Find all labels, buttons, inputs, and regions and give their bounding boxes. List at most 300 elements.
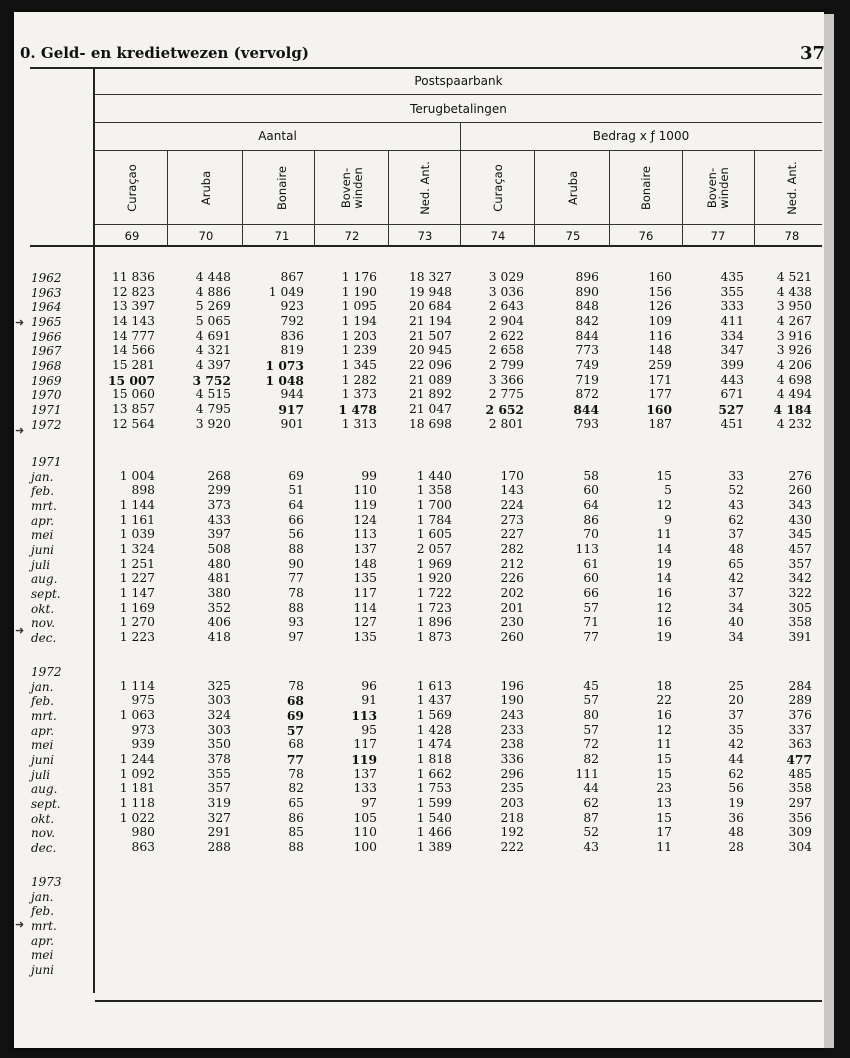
top-rule (30, 67, 822, 69)
table-cell: 2 801 (488, 416, 524, 431)
row-label: 1965 (31, 314, 62, 329)
table-cell: 1 048 (265, 372, 304, 388)
table-cell: 268 (207, 468, 231, 483)
table-cell: 137 (353, 766, 377, 781)
column-divider (534, 150, 535, 245)
table-cell: 1 920 (416, 571, 452, 586)
table-cell: 37 (728, 527, 744, 542)
table-cell: 86 (583, 512, 599, 527)
table-cell: 52 (583, 825, 599, 840)
table-cell: 863 (131, 839, 155, 854)
table-cell: 19 (656, 629, 672, 644)
table-cell: 96 (361, 678, 377, 693)
table-cell: 4 232 (776, 416, 812, 431)
table-cell: 357 (207, 781, 231, 796)
table-cell: 1 092 (119, 766, 155, 781)
row-label: apr. (31, 723, 55, 738)
table-cell: 4 691 (195, 328, 231, 343)
table-cell: 16 (656, 615, 672, 630)
table-cell: 70 (583, 527, 599, 542)
table-cell: 16 (656, 707, 672, 722)
table-cell: 19 948 (408, 284, 452, 299)
table-cell: 1 073 (265, 357, 304, 373)
table-cell: 14 777 (111, 328, 155, 343)
table-cell: 333 (720, 299, 744, 314)
table-cell: 192 (500, 825, 524, 840)
table-cell: 378 (207, 751, 231, 766)
table-cell: 259 (648, 357, 672, 372)
table-cell: 12 564 (111, 416, 155, 431)
table-cell: 230 (500, 615, 524, 630)
table-cell: 78 (288, 585, 304, 600)
table-cell: 11 836 (111, 270, 155, 284)
table-cell: 82 (288, 781, 304, 796)
table-cell: 148 (648, 343, 672, 358)
table-cell: 82 (583, 751, 599, 766)
table-cell: 36 (728, 810, 744, 825)
table-cell: 508 (207, 541, 231, 556)
rule-under-bank (95, 94, 822, 95)
row-label: feb. (31, 904, 55, 919)
column-number: 75 (565, 229, 581, 243)
table-cell: 485 (788, 766, 812, 781)
row-label: 1969 (31, 373, 62, 388)
table-cell: 57 (583, 722, 599, 737)
table-cell: 90 (288, 556, 304, 571)
table-cell: 93 (288, 615, 304, 630)
table-cell: 327 (207, 810, 231, 825)
table-cell: 848 (575, 299, 599, 314)
table-cell: 1 437 (416, 693, 452, 708)
table-cell: 212 (500, 556, 524, 571)
table-cell: 88 (288, 541, 304, 556)
table-cell: 397 (207, 527, 231, 542)
table-cell: 201 (500, 600, 524, 615)
row-label: nov. (31, 616, 56, 631)
table-cell: 376 (788, 707, 812, 722)
table-cell: 1 176 (341, 270, 377, 284)
table-cell: 20 945 (408, 343, 452, 358)
row-label: okt. (31, 601, 55, 616)
row-label: mei (31, 738, 54, 753)
row-label: juni (31, 962, 55, 977)
table-cell: 224 (500, 497, 524, 512)
table-cell: 4 206 (776, 357, 812, 372)
row-label: apr. (31, 513, 55, 528)
table-cell: 110 (353, 825, 377, 840)
table-cell: 113 (351, 707, 377, 723)
table-cell: 4 267 (776, 313, 812, 328)
table-cell: 1 194 (341, 313, 377, 328)
table-cell: 137 (353, 541, 377, 556)
row-label: mrt. (31, 498, 57, 513)
table-cell: 203 (500, 795, 524, 810)
table-cell: 844 (575, 328, 599, 343)
table-cell: 337 (788, 722, 812, 737)
row-label: juli (31, 557, 51, 572)
table-cell: 127 (353, 615, 377, 630)
table-cell: 135 (353, 571, 377, 586)
table-cell: 119 (351, 751, 377, 767)
table-cell: 844 (573, 401, 599, 417)
table-cell: 792 (280, 313, 304, 328)
table-cell: 1 569 (416, 707, 452, 722)
table-cell: 4 494 (776, 387, 812, 402)
table-cell: 105 (353, 810, 377, 825)
table-cell: 15 (656, 766, 672, 781)
column-number: 73 (417, 229, 433, 243)
table-cell: 135 (353, 629, 377, 644)
table-cell: 4 521 (776, 270, 812, 284)
table-cell: 16 (656, 585, 672, 600)
table-cell: 57 (286, 722, 304, 738)
table-cell: 1 896 (416, 615, 452, 630)
table-cell: 1 613 (416, 678, 452, 693)
table-cell: 430 (788, 512, 812, 527)
group-header-bedrag: Bedrag x ƒ 1000 (592, 129, 690, 143)
table-cell: 117 (353, 737, 377, 752)
table-cell: 1 753 (416, 781, 452, 796)
table-cell: 1 700 (416, 497, 452, 512)
table-cell: 160 (646, 401, 672, 417)
rule-under-section (95, 122, 822, 123)
page-edge (824, 14, 834, 1048)
row-label: jan. (31, 679, 54, 694)
table-cell: 3 950 (776, 299, 812, 314)
table-cell: 1 969 (416, 556, 452, 571)
table-cell: 1 144 (119, 497, 155, 512)
table-cell: 48 (728, 541, 744, 556)
table-cell: 119 (353, 497, 377, 512)
table-cell: 975 (131, 693, 155, 708)
table-cell: 13 857 (111, 401, 155, 416)
column-header: Aruba (566, 170, 580, 206)
table-cell: 1 063 (119, 707, 155, 722)
row-label: 1968 (31, 358, 62, 373)
column-header: Bonaire (275, 165, 289, 211)
table-cell: 42 (728, 737, 744, 752)
table-cell: 21 194 (408, 313, 452, 328)
table-cell: 352 (207, 600, 231, 615)
table-cell: 1 599 (416, 795, 452, 810)
table-cell: 44 (583, 781, 599, 796)
table-cell: 1 873 (416, 629, 452, 644)
table-cell: 391 (788, 629, 812, 644)
table-cell: 65 (728, 556, 744, 571)
table-cell: 1 478 (338, 401, 377, 417)
table-cell: 40 (728, 615, 744, 630)
table-cell: 2 799 (488, 357, 524, 372)
column-divider (314, 150, 315, 245)
table-cell: 68 (286, 693, 304, 709)
table-cell: 11 (656, 737, 672, 752)
table-cell: 69 (286, 707, 304, 723)
table-cell: 1 181 (119, 781, 155, 796)
column-number: 74 (490, 229, 506, 243)
column-divider (682, 150, 683, 245)
column-number: 69 (124, 229, 140, 243)
table-cell: 12 (656, 497, 672, 512)
table-cell: 4 438 (776, 284, 812, 299)
table-cell: 973 (131, 722, 155, 737)
table-cell: 3 916 (776, 328, 812, 343)
table-cell: 187 (648, 416, 672, 431)
table-cell: 69 (288, 468, 304, 483)
table-cell: 5 (664, 483, 672, 498)
row-label: 1963 (31, 285, 62, 300)
table-cell: 1 095 (341, 299, 377, 314)
row-label: juni (31, 542, 55, 557)
table-cell: 80 (583, 707, 599, 722)
table-cell: 56 (728, 781, 744, 796)
table-cell: 334 (720, 328, 744, 343)
table-cell: 357 (788, 556, 812, 571)
table-cell: 481 (207, 571, 231, 586)
column-header: Boven- winden (339, 167, 365, 209)
table-cell: 3 920 (195, 416, 231, 431)
table-cell: 18 327 (408, 270, 452, 284)
table-cell: 1 223 (119, 629, 155, 644)
table-cell: 1 358 (416, 483, 452, 498)
table-cell: 1 118 (119, 795, 155, 810)
column-divider (388, 150, 389, 245)
table-cell: 1 428 (416, 722, 452, 737)
table-cell: 325 (207, 678, 231, 693)
column-number: 70 (198, 229, 214, 243)
table-cell: 62 (583, 795, 599, 810)
table-cell: 160 (648, 270, 672, 284)
row-label: mei (31, 528, 54, 543)
table-cell: 3 366 (488, 372, 524, 387)
table-cell: 345 (788, 527, 812, 542)
row-label: sept. (31, 796, 61, 811)
table-cell: 100 (353, 839, 377, 854)
table-cell: 296 (500, 766, 524, 781)
table-cell: 148 (353, 556, 377, 571)
bank-header: Postspaarbank (414, 74, 503, 88)
table-cell: 12 (656, 722, 672, 737)
table-cell: 842 (575, 313, 599, 328)
table-cell: 1 345 (341, 357, 377, 372)
table-cell: 2 904 (488, 313, 524, 328)
table-cell: 60 (583, 483, 599, 498)
table-cell: 457 (788, 541, 812, 556)
table-cell: 836 (280, 328, 304, 343)
table-cell: 116 (648, 328, 672, 343)
table-cell: 196 (500, 678, 524, 693)
table-cell: 43 (583, 839, 599, 854)
table-cell: 324 (207, 707, 231, 722)
table-cell: 1 324 (119, 541, 155, 556)
table-cell: 22 096 (408, 357, 452, 372)
table-cell: 1 282 (341, 372, 377, 387)
table-cell: 171 (648, 372, 672, 387)
table-cell: 64 (583, 497, 599, 512)
column-divider (460, 150, 461, 245)
table-cell: 1 190 (341, 284, 377, 299)
table-cell: 113 (575, 541, 599, 556)
table-cell: 309 (788, 825, 812, 840)
table-cell: 238 (500, 737, 524, 752)
table-cell: 303 (207, 722, 231, 737)
table-cell: 222 (500, 839, 524, 854)
row-label: 1962 (31, 271, 62, 285)
table-cell: 923 (280, 299, 304, 314)
row-label: mrt. (31, 708, 57, 723)
table-cell: 1 239 (341, 343, 377, 358)
table-cell: 5 065 (195, 313, 231, 328)
block-year-label: 1972 (31, 665, 62, 679)
table-cell: 896 (575, 270, 599, 284)
table-cell: 1 022 (119, 810, 155, 825)
table-cell: 61 (583, 556, 599, 571)
table-cell: 44 (728, 751, 744, 766)
block-year-label: 1971 (31, 455, 62, 469)
table-cell: 1 540 (416, 810, 452, 825)
table-cell: 20 684 (408, 299, 452, 314)
binder-mark: ➜ (15, 424, 25, 437)
table-cell: 77 (583, 629, 599, 644)
table-cell: 284 (788, 678, 812, 693)
table-cell: 62 (728, 766, 744, 781)
column-header: Bonaire (639, 165, 653, 211)
column-divider (242, 150, 243, 245)
table-cell: 110 (353, 483, 377, 498)
row-label: 1970 (31, 388, 62, 403)
table-cell: 45 (583, 678, 599, 693)
table-cell: 21 507 (408, 328, 452, 343)
row-label: jan. (31, 469, 54, 484)
table-cell: 22 (656, 693, 672, 708)
table-cell: 12 (656, 600, 672, 615)
table-cell: 773 (575, 343, 599, 358)
table-cell: 406 (207, 615, 231, 630)
table-cell: 980 (131, 825, 155, 840)
table-cell: 1 227 (119, 571, 155, 586)
table-cell: 21 047 (408, 401, 452, 416)
table-cell: 480 (207, 556, 231, 571)
table-cell: 1 723 (416, 600, 452, 615)
table-cell: 19 (728, 795, 744, 810)
table-cell: 793 (575, 416, 599, 431)
row-label: feb. (31, 694, 55, 709)
table-cell: 1 004 (119, 468, 155, 483)
table-cell: 15 281 (111, 357, 155, 372)
table-cell: 3 036 (488, 284, 524, 299)
table-cell: 1 818 (416, 751, 452, 766)
table-cell: 1 270 (119, 615, 155, 630)
table-cell: 451 (720, 416, 744, 431)
table-cell: 235 (500, 781, 524, 796)
table-cell: 1 662 (416, 766, 452, 781)
table-cell: 4 795 (195, 401, 231, 416)
table-cell: 14 566 (111, 343, 155, 358)
table-cell: 57 (583, 600, 599, 615)
table-cell: 342 (788, 571, 812, 586)
table-cell: 901 (280, 416, 304, 431)
table-cell: 78 (288, 766, 304, 781)
table-cell: 282 (500, 541, 524, 556)
table-cell: 243 (500, 707, 524, 722)
table-cell: 4 448 (195, 270, 231, 284)
table-cell: 177 (648, 387, 672, 402)
table-cell: 143 (500, 483, 524, 498)
table-cell: 411 (720, 313, 744, 328)
table-cell: 303 (207, 693, 231, 708)
table-cell: 1 251 (119, 556, 155, 571)
binder-mark: ➜ (15, 316, 25, 329)
table-cell: 91 (361, 693, 377, 708)
table-cell: 21 089 (408, 372, 452, 387)
column-header: Ned. Ant. (785, 161, 799, 215)
group-header-aantal: Aantal (258, 129, 297, 143)
table-cell: 297 (788, 795, 812, 810)
table-cell: 64 (288, 497, 304, 512)
stub-rule (93, 69, 95, 993)
table-cell: 77 (288, 571, 304, 586)
row-label: juli (31, 767, 51, 782)
table-cell: 170 (500, 468, 524, 483)
table-cell: 347 (720, 343, 744, 358)
row-label: 1971 (31, 402, 62, 417)
table-cell: 114 (353, 600, 377, 615)
table-cell: 1 114 (119, 678, 155, 693)
table-cell: 917 (278, 401, 304, 417)
table-cell: 289 (788, 693, 812, 708)
row-label: 1967 (31, 344, 62, 359)
table-cell: 291 (207, 825, 231, 840)
table-cell: 305 (788, 600, 812, 615)
binder-mark: ➜ (15, 918, 25, 931)
table-cell: 1 389 (416, 839, 452, 854)
column-header: Curaçao (491, 164, 505, 212)
table-cell: 78 (288, 678, 304, 693)
row-label: sept. (31, 586, 61, 601)
table-cell: 71 (583, 615, 599, 630)
table-cell: 21 892 (408, 387, 452, 402)
rule-above-colnums (95, 224, 822, 225)
table-cell: 14 143 (111, 313, 155, 328)
table-cell: 299 (207, 483, 231, 498)
table-cell: 218 (500, 810, 524, 825)
table-cell: 1 466 (416, 825, 452, 840)
table-cell: 15 007 (107, 372, 155, 388)
table-cell: 418 (207, 629, 231, 644)
table-cell: 1 313 (341, 416, 377, 431)
row-label: mei (31, 948, 54, 963)
table-cell: 1 784 (416, 512, 452, 527)
table-cell: 4 184 (773, 401, 812, 417)
table-cell: 276 (788, 468, 812, 483)
table-cell: 19 (656, 556, 672, 571)
table-cell: 51 (288, 483, 304, 498)
table-cell: 13 (656, 795, 672, 810)
row-label: 1972 (31, 417, 62, 432)
table-cell: 319 (207, 795, 231, 810)
table-cell: 4 515 (195, 387, 231, 402)
table-cell: 34 (728, 629, 744, 644)
column-header: Boven- winden (705, 167, 731, 209)
table-cell: 890 (575, 284, 599, 299)
table-cell: 12 823 (111, 284, 155, 299)
table-cell: 260 (500, 629, 524, 644)
table-cell: 20 (728, 693, 744, 708)
table-cell: 18 698 (408, 416, 452, 431)
table-cell: 109 (648, 313, 672, 328)
table-cell: 1 722 (416, 585, 452, 600)
table-cell: 355 (720, 284, 744, 299)
table-cell: 355 (207, 766, 231, 781)
